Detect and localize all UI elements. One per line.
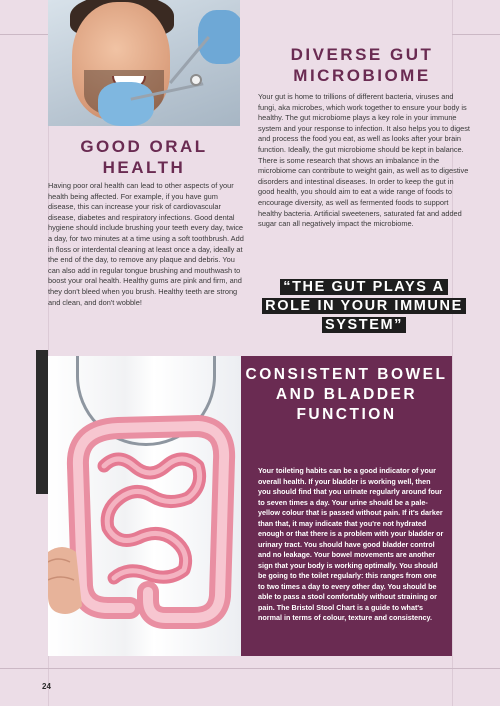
gut-microbiome-heading: DIVERSE GUT MICROBIOME — [290, 45, 434, 85]
dentist-photo — [48, 0, 240, 126]
oral-health-heading: GOOD ORAL HEALTH — [80, 137, 208, 177]
gut-microbiome-body: Your gut is home to trillions of different bacteria, viruses and fungi, aka microbes, which work together to ensure your body is healthy. The gut microbiome plays a key role in your immune system and your response to infection. It also helps you to digest and process the food you eat, as well as looks after your brain function. Ideally, the gut microbiome should be kept in balance. There is some research that shows an imbalance in the microbiome can contribute to weight gain, as well as to digestive disorders and intestinal diseases. In order to keep the gut in good health, you should aim to eat a wide range of foods to encourage diversity, as well as fermented foods to support healthy bacteria. Artificial sweeteners, saturated fat and added sugar can all negatively impact the microbiome. — [258, 92, 470, 229]
oral-health-body: Having poor oral health can lead to other aspects of your health being affected. For example, if you have gum disease, this can increase your risk of cardiovascular disease, diabetes and respiratory infections. Good dental hygiene should include brushing your teeth every day, twice a day, for two minutes at a time using a soft toothbrush. Add in floss or interdental cleaning at least once a day, ideally at the end of the day, to remove any plaque and debris. You can also add in regular tongue brushing and mouthwash to boost your oral health. Healthy gums are pink and firm, and they don't bleed when you brush. Healthy teeth are strong and clean, and don't wobble! — [48, 181, 244, 307]
bottom-rule — [0, 668, 500, 669]
bowel-bladder-body: Your toileting habits can be a good indicator of your overall health. If your bladder is working well, then you should find that you urinate regularly around four to seven times a day. Your urine should be a pale-yellow colour that is passed without pain. If it's darker than that, it may indicate that you're not hydrated enough or that there is a problem with your bladder or urinary tract. You should have good bladder control and no leakage. Your bowel movements are another sign that your body is working optimally. You should be going to the toilet regularly: this ranges from one to two times a day to every other day. You should be able to pass a stool comfortably without straining or pain. The Bristol Stool Chart is a guide to what's normal in terms of colour, texture and consistency. — [258, 466, 444, 622]
bowel-bladder-heading: CONSISTENT BOWEL AND BLADDER FUNCTION — [245, 366, 448, 423]
intestine-model-illustration — [48, 356, 241, 656]
decorative-tab — [36, 350, 48, 494]
photo-glove-right — [198, 10, 240, 64]
pull-quote-text: “THE GUT PLAYS A ROLE IN YOUR IMMUNE SYSTEM” — [262, 279, 466, 333]
photo-dental-mirror — [190, 74, 202, 86]
intestine-photo — [48, 356, 241, 656]
page-number: 24 — [42, 682, 51, 691]
top-rule-right — [452, 34, 500, 35]
top-rule — [0, 34, 48, 35]
photo-glove-left — [98, 82, 154, 126]
pull-quote — [258, 278, 470, 335]
